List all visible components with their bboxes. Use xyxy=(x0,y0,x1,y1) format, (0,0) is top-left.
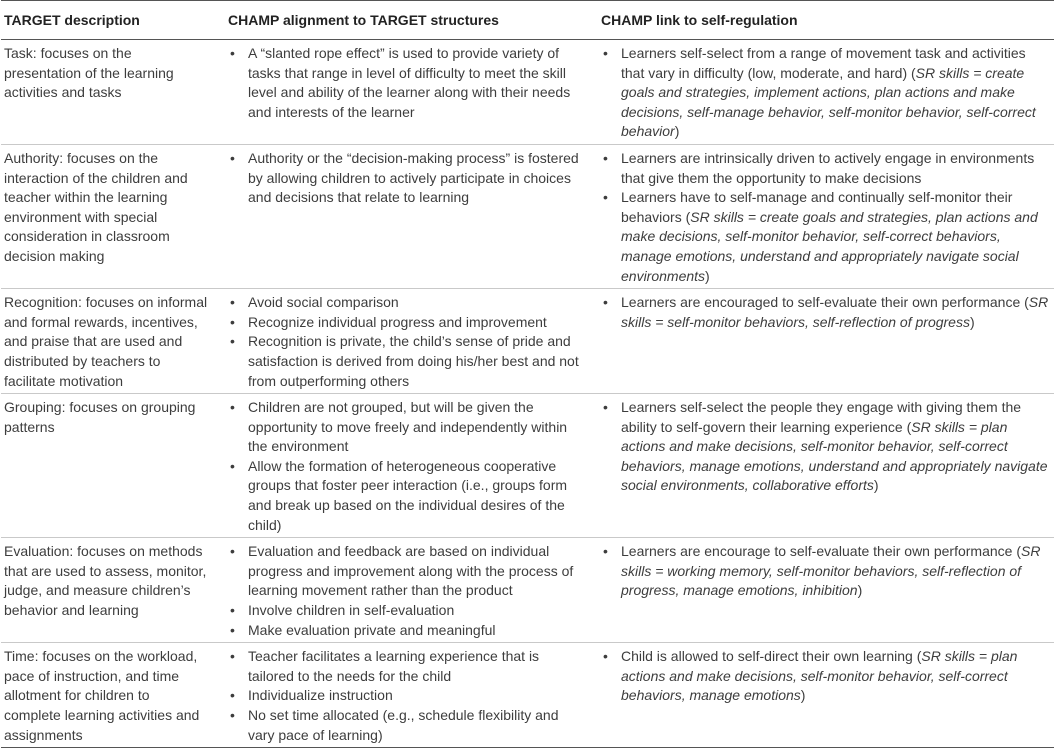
link-text: Child is allowed to self-direct their own learning ( xyxy=(621,648,922,665)
closing-paren: ) xyxy=(674,123,680,140)
target-description-cell: Recognition: focuses on informal and formal rewards, incentives, and praise that are used and distributed by teachers to facilitate motivation xyxy=(1,289,224,394)
champ-link-cell xyxy=(596,144,1054,288)
link-list xyxy=(602,398,1052,496)
champ-alignment-cell xyxy=(224,40,596,145)
closing-paren: ) xyxy=(800,687,806,704)
list-item xyxy=(602,398,1052,496)
champ-link-cell xyxy=(596,538,1054,643)
list-item: • Authority or the “decision-making process” is fostered by allowing children to actively participate in choices and decisions that relate to learning xyxy=(229,149,588,208)
list-item: • Involve children in self-evaluation xyxy=(229,601,588,621)
list-item xyxy=(602,188,1052,286)
target-description-cell: Authority: focuses on the interaction of the children and teacher within the learning environment with special consideration in classroom decision making xyxy=(1,144,224,288)
link-text: Learners are encourage to self-evaluate their own performance ( xyxy=(621,543,1021,560)
link-text: Learners self-select from a range of movement task and activities that vary in difficulty (low, moderate, and hard) ( xyxy=(621,45,1026,81)
sr-skills-text: SR skills = plan actions and make decisions, self-monitor behavior, self-correct behaviors, manage emotions, understand and appropriately navigate social environments, collaborative efforts xyxy=(621,418,1048,494)
alignment-list xyxy=(229,647,588,745)
sr-skills-text: SR skills = create goals and strategies, plan actions and make decisions, self-monitor behavior, self-correct behaviors, manage emotions, understand and appropriately navigate social environments xyxy=(621,208,1038,284)
list-item: • A “slanted rope effect” is used to provide variety of tasks that range in level of difficulty to meet the skill level and ability of the learner along with their needs and interests of the learner xyxy=(229,44,588,122)
link-list xyxy=(602,44,1052,142)
list-item xyxy=(602,44,1052,142)
table-header xyxy=(1,1,1054,40)
champ-alignment-cell xyxy=(224,538,596,643)
closing-paren: ) xyxy=(705,267,710,284)
list-item: • Make evaluation private and meaningful xyxy=(229,621,588,641)
champ-alignment-cell xyxy=(224,643,596,748)
champ-alignment-cell xyxy=(224,289,596,394)
champ-alignment-cell xyxy=(224,144,596,288)
table-row xyxy=(1,40,1054,145)
table-row xyxy=(1,394,1054,538)
list-item: • Individualize instruction xyxy=(229,686,588,706)
sr-skills-text: SR skills = create goals and strategies, implement actions, plan actions and make decisions, self-manage behavior, self-monitor behavior, self-correct behavior xyxy=(621,64,1036,140)
list-item xyxy=(602,149,1052,188)
closing-paren: ) xyxy=(857,582,863,599)
alignment-list xyxy=(229,44,588,122)
table-body xyxy=(1,40,1054,748)
champ-link-cell xyxy=(596,643,1054,748)
header-champ-link: CHAMP link to self-regulation xyxy=(596,1,1054,40)
table-row xyxy=(1,538,1054,643)
link-text: Learners have to self-manage and continually self-monitor their behaviors ( xyxy=(621,189,1013,225)
alignment-list xyxy=(229,149,588,208)
closing-paren: ) xyxy=(969,313,975,330)
link-text: Learners are encouraged to self-evaluate their own performance ( xyxy=(621,294,1029,311)
sr-skills-text: SR skills = working memory, self-monitor behaviors, self-reflection of progress, manage emotions, inhibition xyxy=(621,543,1041,599)
list-item: • Recognize individual progress and improvement xyxy=(229,313,588,333)
link-list xyxy=(602,149,1052,286)
target-description-cell: Task: focuses on the presentation of the learning activities and tasks xyxy=(1,40,224,145)
champ-link-cell xyxy=(596,289,1054,394)
champ-alignment-cell xyxy=(224,394,596,538)
target-description-cell: Grouping: focuses on grouping patterns xyxy=(1,394,224,538)
list-item xyxy=(602,293,1052,332)
link-list xyxy=(602,293,1052,332)
champ-link-cell xyxy=(596,40,1054,145)
list-item: • Avoid social comparison xyxy=(229,293,588,313)
list-item: • No set time allocated (e.g., schedule flexibility and vary pace of learning) xyxy=(229,706,588,745)
table-row xyxy=(1,144,1054,288)
table-row xyxy=(1,643,1054,748)
list-item xyxy=(602,647,1052,706)
list-item: • Evaluation and feedback are based on individual progress and improvement along with the process of learning movement rather than the product xyxy=(229,542,588,601)
list-item: • Allow the formation of heterogeneous cooperative groups that foster peer interaction (i.e., groups form and break up based on the individual desires of the child) xyxy=(229,457,588,535)
list-item xyxy=(602,542,1052,601)
alignment-list xyxy=(229,293,588,391)
closing-paren: ) xyxy=(873,477,879,494)
target-description-cell: Time: focuses on the workload, pace of instruction, and time allotment for children to complete learning activities and assignments xyxy=(1,643,224,748)
link-text: Learners self-select the people they engage with giving them the ability to self-govern their learning experience ( xyxy=(621,399,1022,435)
link-text: Learners are intrinsically driven to actively engage in environments that give them the opportunity to make decisions xyxy=(621,149,1035,186)
list-item: • Recognition is private, the child’s sense of pride and satisfaction is derived from doing his/her best and not from outperforming others xyxy=(229,332,588,391)
sr-skills-text: SR skills = self-monitor behaviors, self-reflection of progress xyxy=(621,294,1049,330)
list-item: • Children are not grouped, but will be given the opportunity to move freely and independently within the environment xyxy=(229,398,588,457)
header-target-description: TARGET description xyxy=(1,1,224,40)
alignment-list xyxy=(229,398,588,535)
alignment-list xyxy=(229,542,588,640)
link-list xyxy=(602,542,1052,601)
sr-skills-text: SR skills = plan actions and make decisions, self-monitor behavior, self-correct behaviors, manage emotions xyxy=(621,648,1018,704)
header-champ-alignment: CHAMP alignment to TARGET structures xyxy=(224,1,596,40)
header-row xyxy=(1,1,1054,40)
target-champ-table xyxy=(1,0,1054,748)
list-item: • Teacher facilitates a learning experience that is tailored to the needs for the child xyxy=(229,647,588,686)
link-list xyxy=(602,647,1052,706)
table-row xyxy=(1,289,1054,394)
target-description-cell: Evaluation: focuses on methods that are used to assess, monitor, judge, and measure children’s behavior and learning xyxy=(1,538,224,643)
champ-link-cell xyxy=(596,394,1054,538)
